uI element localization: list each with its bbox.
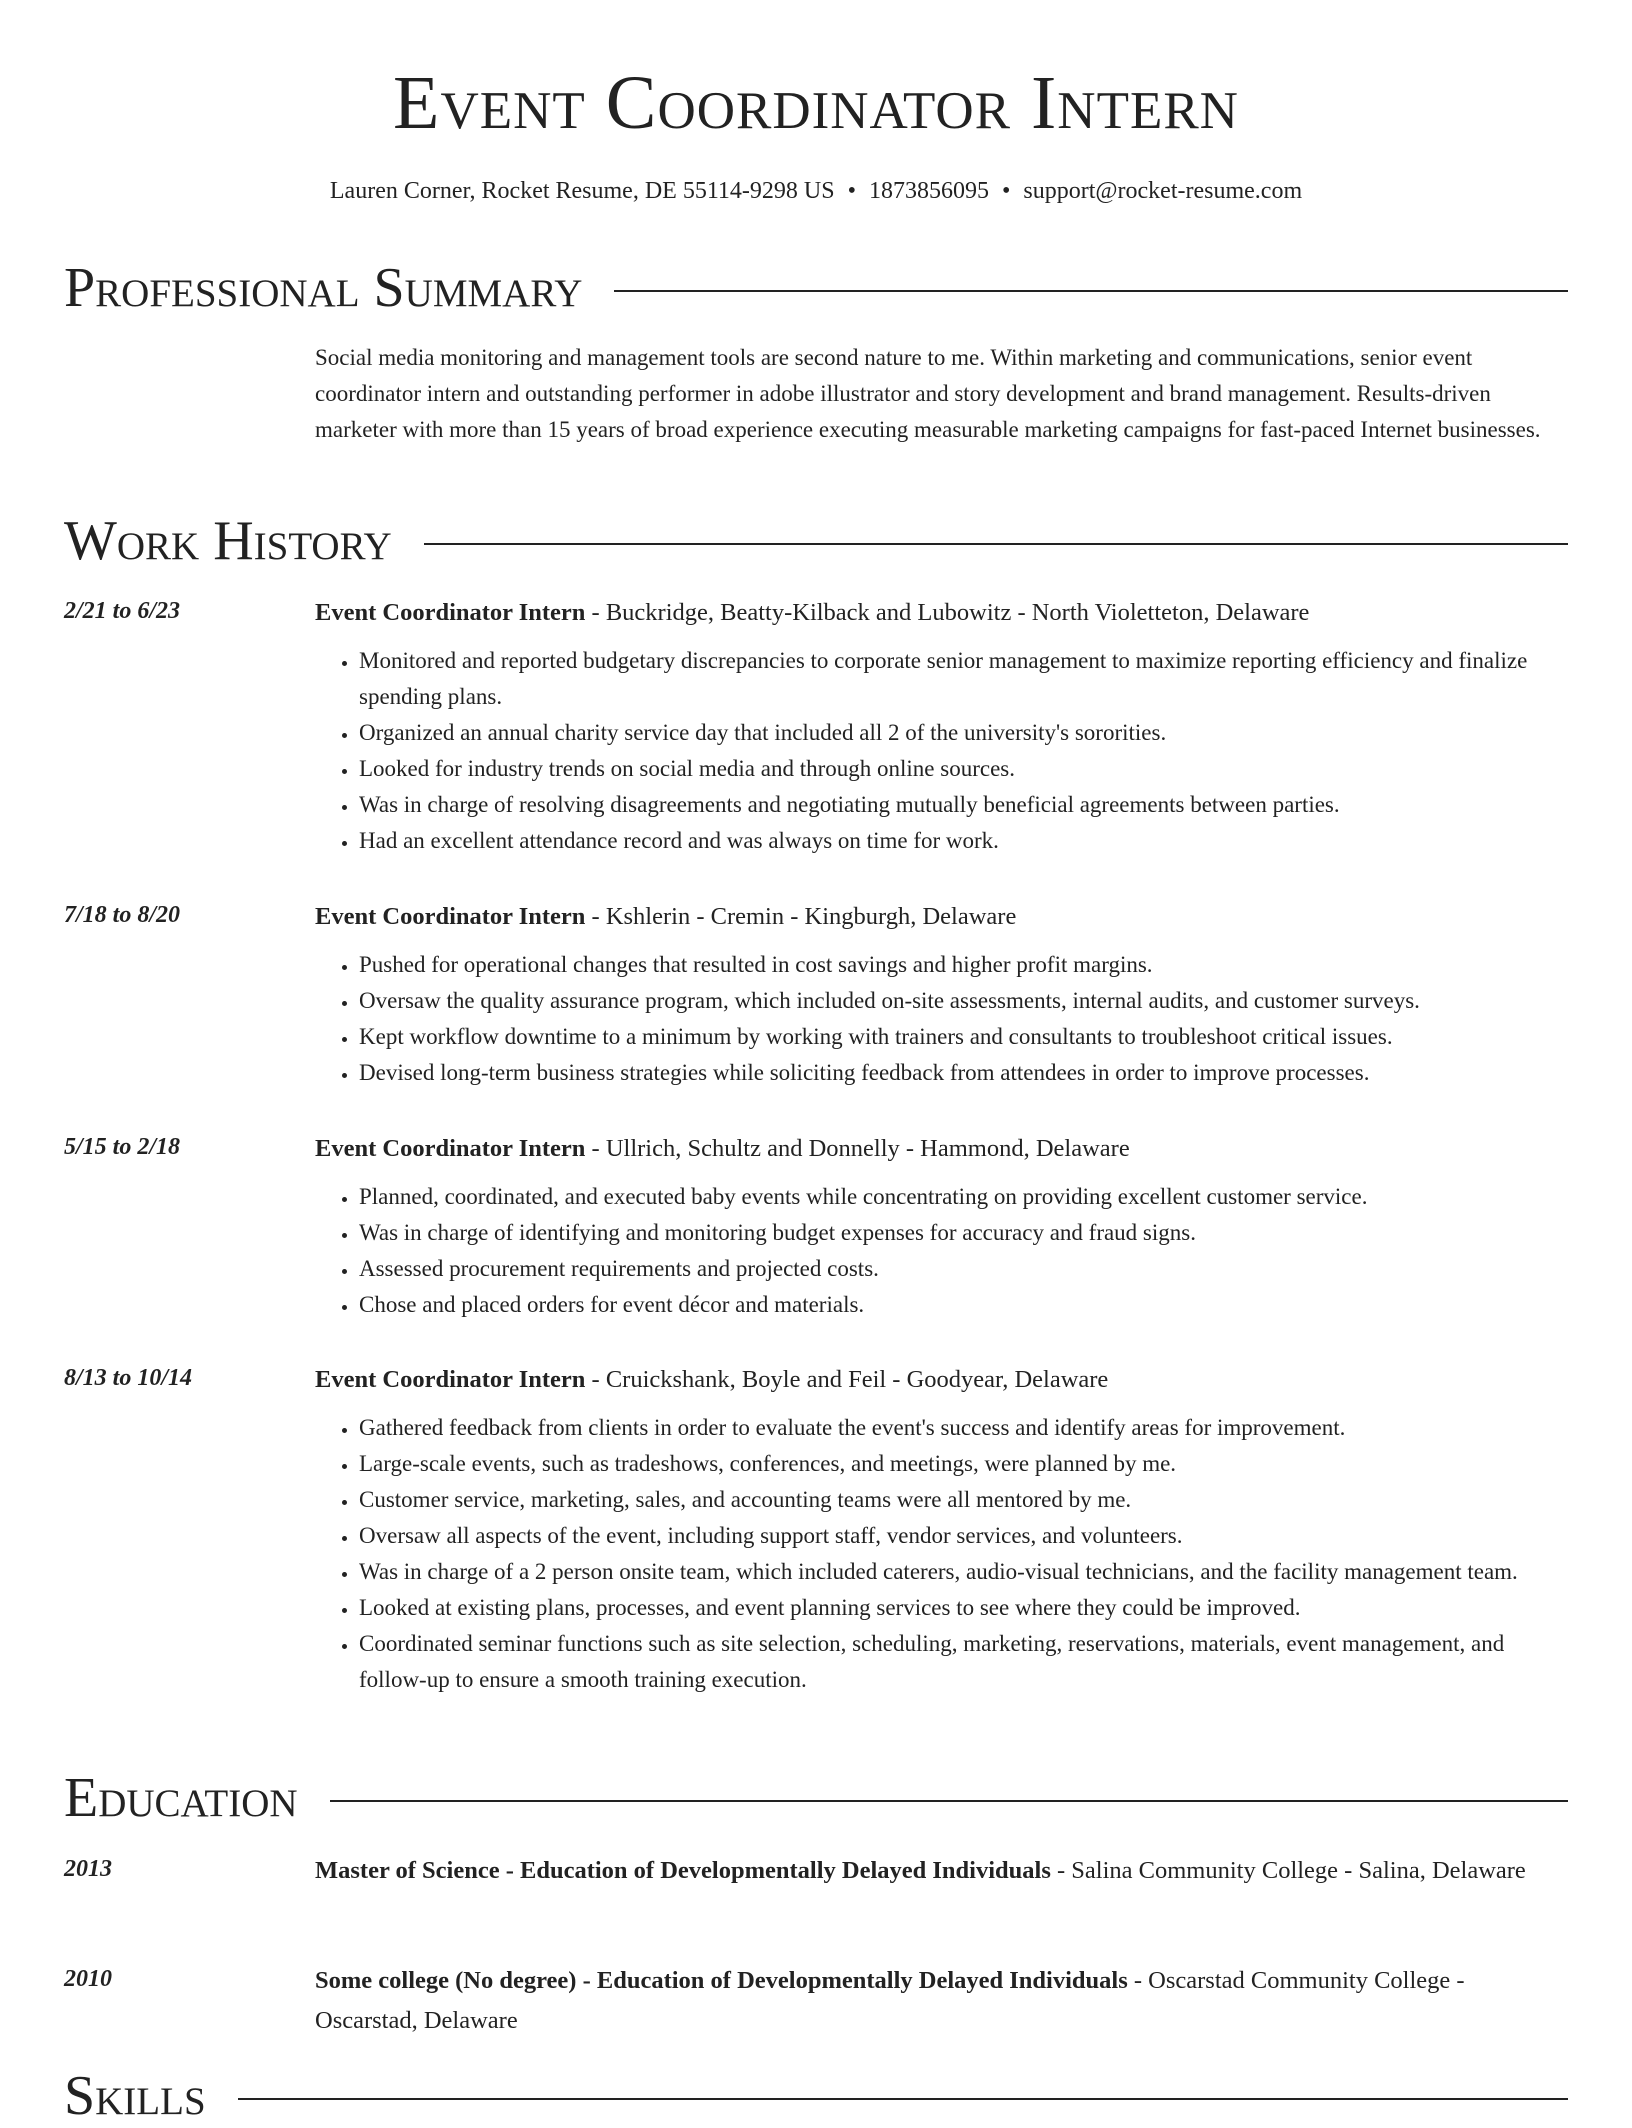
work-bullet: • Planned, coordinated, and executed baby events while concentrating on providing excellent customer service.	[359, 1179, 1568, 1215]
work-bullet: • Organized an annual charity service day that included all 2 of the university's sororities.	[359, 715, 1568, 751]
school-details: - Salina Community College - Salina, Delaware	[1050, 1857, 1526, 1884]
work-bullet: • Kept workflow downtime to a minimum by working with trainers and consultants to troubleshoot critical issues.	[359, 1019, 1568, 1055]
work-heading	[315, 1360, 1568, 1400]
education-year: 2010	[64, 1966, 112, 1992]
work-bullet: • Monitored and reported budgetary discrepancies to corporate senior management to maximize reporting efficiency and finalize spending plans.	[359, 643, 1568, 715]
work-bullets	[315, 1410, 1568, 1698]
employer-details: - Cruickshank, Boyle and Feil - Goodyear, Delaware	[585, 1366, 1109, 1393]
work-section-title: Work History	[64, 510, 392, 572]
contact-separator: •	[1002, 178, 1011, 204]
work-dates: 2/21 to 6/23	[64, 598, 181, 624]
work-bullet: • Was in charge of a 2 person onsite team, which included caterers, audio-visual technicians, and the facility management team.	[359, 1554, 1568, 1590]
work-dates: 5/15 to 2/18	[64, 1134, 181, 1160]
education-heading	[315, 1851, 1568, 1891]
work-entry	[64, 1360, 1568, 1698]
education-entry-body	[315, 1961, 1568, 2041]
work-dates: 8/13 to 10/14	[64, 1365, 193, 1391]
summary-section-header	[64, 256, 1568, 320]
section-divider	[614, 290, 1568, 292]
work-heading	[315, 897, 1568, 937]
education-section-title: Education	[64, 1767, 298, 1829]
work-bullet: • Assessed procurement requirements and projected costs.	[359, 1251, 1568, 1287]
work-bullet: • Looked at existing plans, processes, and event planning services to see where they could be improved.	[359, 1590, 1568, 1626]
work-entry-body	[315, 897, 1568, 1091]
work-heading	[315, 593, 1568, 633]
section-divider	[238, 2098, 1568, 2100]
work-bullet: • Oversaw all aspects of the event, including support staff, vendor services, and volunteers.	[359, 1518, 1568, 1554]
education-entry	[64, 1961, 1568, 2041]
education-section-header	[64, 1766, 1568, 1830]
summary-section-title: Professional Summary	[64, 257, 583, 319]
education-entry	[64, 1851, 1568, 1891]
work-bullet: • Was in charge of resolving disagreements and negotiating mutually beneficial agreements between parties.	[359, 787, 1568, 823]
section-divider	[330, 1800, 1568, 1802]
education-heading	[315, 1961, 1568, 2041]
work-bullet: • Was in charge of identifying and monitoring budget expenses for accuracy and fraud signs.	[359, 1215, 1568, 1251]
section-divider	[424, 543, 1568, 545]
job-title: Event Coordinator Intern	[315, 1135, 586, 1162]
skills-section-title: Skills	[64, 2065, 206, 2127]
resume-name-heading: Event Coordinator Intern	[393, 61, 1239, 145]
degree-title: Master of Science - Education of Developmentally Delayed Individuals	[315, 1857, 1051, 1884]
education-entry-body	[315, 1851, 1568, 1891]
work-bullet: • Pushed for operational changes that resulted in cost savings and higher profit margins.	[359, 947, 1568, 983]
job-title: Event Coordinator Intern	[315, 903, 586, 930]
skills-section-header	[64, 2064, 1568, 2128]
work-entry-body	[315, 1129, 1568, 1323]
work-entry	[64, 593, 1568, 859]
work-bullet: • Chose and placed orders for event décor and materials.	[359, 1287, 1568, 1323]
summary-text: Social media monitoring and management tools are second nature to me. Within marketing and communications, senior event coordinator intern and outstanding performer in adobe illustrator and story development and brand management. Results-driven marketer with more than 15 years of broad experience executing measurable marketing campaigns for fast-paced Internet businesses.	[315, 345, 1541, 442]
work-bullets	[315, 947, 1568, 1091]
contact-email: support@rocket-resume.com	[1023, 178, 1303, 204]
work-bullet: • Looked for industry trends on social media and through online sources.	[359, 751, 1568, 787]
employer-details: - Ullrich, Schultz and Donnelly - Hammond, Delaware	[585, 1135, 1130, 1162]
work-bullet: • Gathered feedback from clients in order to evaluate the event's success and identify areas for improvement.	[359, 1410, 1568, 1446]
work-bullets	[315, 1179, 1568, 1323]
work-entry	[64, 897, 1568, 1091]
job-title: Event Coordinator Intern	[315, 599, 586, 626]
degree-title: Some college (No degree) - Education of Developmentally Delayed Individuals	[315, 1967, 1128, 1994]
work-bullet: • Had an excellent attendance record and was always on time for work.	[359, 823, 1568, 859]
work-bullets	[315, 643, 1568, 859]
job-title: Event Coordinator Intern	[315, 1366, 586, 1393]
work-section-header	[64, 509, 1568, 573]
contact-line	[0, 176, 1632, 206]
employer-details: - Buckridge, Beatty-Kilback and Lubowitz - North Violetteton, Delaware	[585, 599, 1310, 626]
school-details: - Oscarstad Community College - Oscarstad, Delaware	[315, 1967, 1465, 2034]
employer-details: - Kshlerin - Cremin - Kingburgh, Delaware	[585, 903, 1017, 930]
education-year: 2013	[64, 1856, 112, 1882]
work-bullet: • Large-scale events, such as tradeshows, conferences, and meetings, were planned by me.	[359, 1446, 1568, 1482]
work-entry	[64, 1129, 1568, 1323]
work-dates: 7/18 to 8/20	[64, 902, 181, 928]
work-entry-body	[315, 1360, 1568, 1698]
work-entry-body	[315, 593, 1568, 859]
work-bullet: • Oversaw the quality assurance program, which included on-site assessments, internal audits, and customer surveys.	[359, 983, 1568, 1019]
contact-phone: 1873856095	[869, 178, 990, 204]
work-bullet: • Devised long-term business strategies while soliciting feedback from attendees in order to improve processes.	[359, 1055, 1568, 1091]
work-bullet: • Coordinated seminar functions such as site selection, scheduling, marketing, reservations, materials, event management, and follow-up to ensure a smooth training execution.	[359, 1626, 1568, 1698]
work-heading	[315, 1129, 1568, 1169]
work-bullet: • Customer service, marketing, sales, and accounting teams were all mentored by me.	[359, 1482, 1568, 1518]
contact-address: Lauren Corner, Rocket Resume, DE 55114-9298 US	[329, 178, 835, 204]
contact-separator: •	[847, 178, 857, 204]
